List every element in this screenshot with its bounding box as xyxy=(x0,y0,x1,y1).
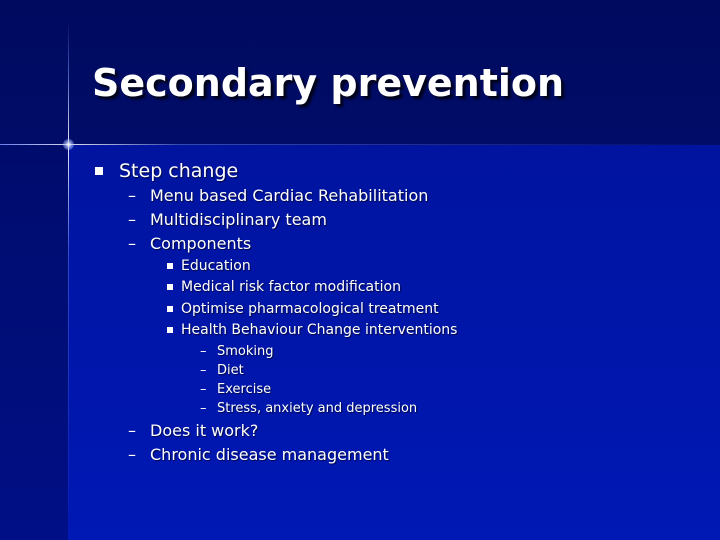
bullet-item: Multidisciplinary team xyxy=(150,210,327,229)
bullet-item: Chronic disease management xyxy=(150,445,389,464)
bullet-item: Medical risk factor modification xyxy=(181,279,401,295)
bullet-item: Does it work? xyxy=(150,421,259,440)
square-bullet-icon xyxy=(95,167,103,175)
bullet-item: Diet xyxy=(217,363,244,378)
square-bullet-icon xyxy=(167,327,173,333)
dash-bullet: – xyxy=(128,186,136,205)
dash-bullet: – xyxy=(200,401,207,416)
bullet-item: Step change xyxy=(119,160,239,182)
dash-bullet: – xyxy=(128,445,136,464)
slide-title: Secondary prevention xyxy=(92,61,565,105)
square-bullet-icon xyxy=(167,306,173,312)
bullet-item: Components xyxy=(150,234,252,253)
bullet-item: Exercise xyxy=(217,382,272,397)
dash-bullet: – xyxy=(200,382,207,397)
dash-bullet: – xyxy=(128,421,136,440)
square-bullet-icon xyxy=(167,263,173,269)
bullet-item: Health Behaviour Change interventions xyxy=(181,322,458,338)
dash-bullet: – xyxy=(200,363,207,378)
dash-bullet: – xyxy=(200,344,207,359)
dash-bullet: – xyxy=(128,234,136,253)
bullet-item: Education xyxy=(181,258,251,274)
bullet-item: Stress, anxiety and depression xyxy=(217,401,418,416)
bullet-item: Optimise pharmacological treatment xyxy=(181,301,439,317)
square-bullet-icon xyxy=(167,284,173,290)
bullet-item: Menu based Cardiac Rehabilitation xyxy=(150,186,429,205)
bullet-item: Smoking xyxy=(217,344,274,359)
dash-bullet: – xyxy=(128,210,136,229)
